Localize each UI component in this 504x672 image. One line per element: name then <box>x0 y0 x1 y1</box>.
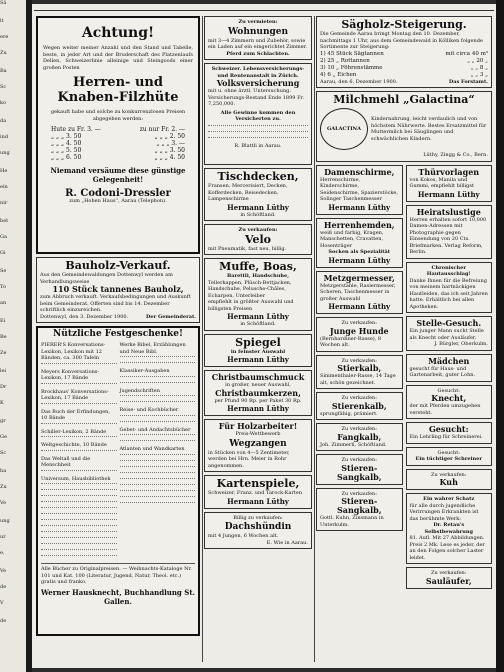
ad-text: mit 4 Jungen, 6 Wochen alt. <box>208 533 279 539</box>
ad-label: Zu verkaufen: <box>431 471 467 478</box>
ad-seller: Hermann Lüthy <box>417 189 480 199</box>
column-left <box>36 16 200 664</box>
ad-title: Stierkalb, <box>337 363 382 373</box>
ad-text: per Pfund 90 Rp. per Paket 30 Rp. <box>214 397 302 404</box>
left-page-fragment: ko <box>0 100 7 106</box>
ad-contact: Joh. Zimmerli, Schöftland. <box>320 441 387 448</box>
price-row: „ „ „ 4. 50 „ „ „ 3. — <box>51 140 185 147</box>
ad-title: Knecht, <box>431 393 467 403</box>
left-page-fragment: V <box>0 600 4 606</box>
ad-title: Thürvorlagen <box>418 166 480 177</box>
ad-signature: R. Codoni-Dressler <box>65 188 171 199</box>
left-page-fragment: Sc <box>0 84 7 90</box>
ad-title: Muffe, Boas, <box>219 260 297 273</box>
ad-label: Zu verkaufen: <box>341 490 377 497</box>
ad-christbaum <box>204 370 312 416</box>
ad-dachshuendin <box>204 512 312 550</box>
left-page-fragment: Ve <box>0 500 7 506</box>
left-page-fragment: Zu <box>0 50 7 56</box>
ad-book: Dr. Retau's Selbstbewahrung <box>424 522 474 535</box>
ad-fangkalb <box>316 423 403 451</box>
ad-title: Stieren-Sangkalb, <box>336 496 382 515</box>
ad-note: Niemand versäume diese günstige Gelegenheit! <box>50 166 186 184</box>
ad-title: Spiegel <box>235 335 281 349</box>
left-page-fragment: ind <box>0 134 9 140</box>
ad-metzgermesser <box>316 271 403 315</box>
ad-volksversicherung <box>204 63 312 165</box>
ad-title: Mädchen <box>428 355 470 366</box>
ad-title: Junge Hunde <box>329 325 389 336</box>
sched-row: 4) 6 „ Eichen „ „ 3 „ <box>320 71 488 78</box>
column-right <box>316 16 492 664</box>
left-page-fragment: Dr <box>0 384 7 390</box>
ad-headline: Wegzangen <box>229 438 287 449</box>
price-row: „ „ „ 5. 50 „ „ „ 3. 50 <box>51 147 185 154</box>
left-page-fragment: ung <box>0 518 10 524</box>
ad-stierkalb <box>316 355 403 390</box>
ad-label: Zu verkaufen: <box>341 457 377 463</box>
left-page-fragment: He <box>0 168 8 174</box>
left-page-fragment: de <box>0 584 7 590</box>
ad-text: von Kokos, Manila und Gummi, empfiehlt billigst <box>409 176 474 189</box>
right-scan-edge <box>496 0 504 672</box>
ad-place: Aarau, den 6. Dezember 1900. <box>320 78 398 85</box>
ad-place: in Schöftland. <box>240 211 276 218</box>
ad-festgeschenke <box>36 326 200 636</box>
ad-seller: Hermann Lüthy <box>328 202 391 212</box>
ad-title: Metzgermesser, <box>323 272 395 283</box>
left-page-fragment: Ze <box>0 350 7 356</box>
ad-hautausschlag <box>406 262 493 314</box>
ad-text: Ein junger Mann sucht Stelle als Knecht oder Ausläufer. <box>409 328 484 341</box>
ad-text: gesucht für Haus- und Gartenarbeit, guter Lohn. <box>409 365 476 378</box>
ad-title: Stierenkalb, <box>331 400 387 411</box>
ad-achtung-hats <box>36 16 200 254</box>
newspaper-page <box>32 4 496 668</box>
book-item: Klassiker-Ausgaben <box>119 368 170 374</box>
left-page-fragment: ur <box>0 534 6 540</box>
ad-signer: Das Forstamt. <box>448 78 488 85</box>
book-item: Weltgeschichte, 10 Bände <box>41 442 107 448</box>
ad-contact: J. Bürgler, Oberkulm. <box>434 341 488 347</box>
ad-knecht <box>406 385 493 420</box>
ad-title: Nützliche Festgeschenke! <box>53 329 183 339</box>
book-item: Schiller-Lexikon, 2 Bände <box>41 428 107 435</box>
book-item: Universum, Hausbibliothek <box>41 475 111 482</box>
right-split <box>316 165 492 592</box>
ad-list: Tellerkappen, Plüsch-Bettjacken, Handschuhe, Pelusche-Châles, Echarpen, Unterleiber <box>208 279 292 299</box>
column-rule <box>202 16 203 662</box>
ad-title: Sägholz-Steigerung. <box>341 18 467 31</box>
price-row: „ „ „ 6. 50 „ „ „ 4. 50 <box>51 154 185 161</box>
ad-body: zum Abbruch verkauft. Verkaufsbedingungen und Auskunft beim Gemeinderat. Offerten sind bis 14. Dezember schriftlich einzureichen. <box>40 294 191 313</box>
column-rule <box>314 16 315 662</box>
book-list <box>41 342 117 561</box>
ad-seller: Hermann Lüthy <box>328 302 391 311</box>
ad-stierenkalb <box>316 392 403 420</box>
left-page-fragment: Sä <box>0 0 7 6</box>
left-page-fragment: Zu <box>0 484 7 490</box>
ad-text: sprungfähig, prämiert. <box>320 410 378 417</box>
ad-wohnungen <box>204 16 312 60</box>
ad-herrenhemden <box>316 218 403 268</box>
ad-title: Schweizer. Lebensversicherungs- und Rentenanstalt in Zürich. <box>211 66 305 79</box>
ad-label: Zu verkaufen: <box>341 395 377 401</box>
ad-title: Herrenhemden, <box>323 219 395 230</box>
ad-label: Zu verkaufen: <box>431 570 467 576</box>
left-page-fragment: nir <box>0 200 8 206</box>
sched-row: 2) 25 „ Rottannen „ „ 20 „ <box>320 57 488 64</box>
left-page-fragment: Ga <box>0 234 7 240</box>
ad-title: Velo <box>244 232 272 246</box>
ad-title: Damenschirme, <box>324 166 395 177</box>
price-row: Hute zu Fr. 3. — zu nur Fr. 2. — <box>51 126 185 133</box>
ad-label: Zu verkaufen: <box>238 227 278 233</box>
ad-title: Kartenspiele, <box>216 477 300 490</box>
ad-list: Schweizer, Franz. und Tarock-Karten <box>208 490 303 496</box>
ad-label: Billig zu verkaufen: <box>233 514 283 521</box>
ad-headline: Herren- und Knaben-Filzhüte <box>57 75 179 105</box>
ad-text: Ein Lehrling für Schreinerei. <box>409 434 483 440</box>
book-item: Atlanten und Wandkarten <box>119 446 185 452</box>
ad-body: mit u. ohne ärztl. Untersuchung. Versicherungs-Bestand Ende 1899 Fr. 7,250,000. <box>208 88 304 107</box>
ad-seller: Lüthy, Zingg & Co., Bern. <box>423 152 488 158</box>
ad-title: Ein wahrer Schatz <box>423 496 475 502</box>
left-page-fragment: Be <box>0 334 7 340</box>
ad-muffe <box>204 258 312 331</box>
ad-label: Gesucht: <box>437 387 460 394</box>
left-page-fragment: ein <box>0 184 8 190</box>
ad-maedchen <box>406 354 493 382</box>
sched-row: 1) 45 Stück Sägtannen mit circa 40 m³ <box>320 50 488 57</box>
left-page-fragment: ung <box>0 150 10 156</box>
ad-title: Stelle-Gesuch. <box>416 318 482 328</box>
header-rule <box>34 10 494 11</box>
ad-gesucht-schreiner <box>406 447 493 466</box>
ad-saulaeufer <box>406 567 493 589</box>
ad-text: Simmenthaler-Rasse, 14 Tage alt, schön gezeichnet. <box>320 373 396 386</box>
ad-label: Zu verkaufen: <box>341 357 377 364</box>
ad-title: Chronischer Hautausschlag! <box>426 264 471 277</box>
ad-title: Fangkalb, <box>337 431 382 442</box>
ad-signer: Der Gemeinderat. <box>146 313 196 320</box>
left-page-fragment: Ba <box>0 68 7 74</box>
ad-label: Zu verkaufen: <box>341 426 377 432</box>
ad-sub: Socken als Spezialität <box>328 249 391 255</box>
left-page-fragment: Ge <box>0 434 7 440</box>
ad-list: Herrenschirme, Kinderschirme, Seidenschirme, Spazierstöcke, Solinger Taschenmesser <box>320 176 398 202</box>
ad-subline: gekauft habe und solche zu konkurrenzlosen Preisen abgegeben werden: <box>50 109 186 122</box>
galactina-logo: GALACTINA <box>320 108 368 150</box>
right-split-right <box>406 165 493 592</box>
ad-title: Christbaumschmuck <box>211 372 305 382</box>
ad-text: Kindernahrung, leicht verdaulich und von höchstem Nährwerte. Bestes Ersatzmittel für Muttermilch bei Säuglingen und schwächlichen Kindern. <box>371 116 487 142</box>
ad-text: der mit Pferden umzugehen versteht. <box>409 403 481 416</box>
ad-damenschirme <box>316 165 403 215</box>
ad-seller: Hermann Lüthy <box>227 355 289 364</box>
ad-title: Tischdecken, <box>217 170 299 183</box>
ad-sub: Preis-Wettbewerb <box>235 431 281 437</box>
ad-title: Achtung! <box>81 25 155 41</box>
ad-agent: R. Blattli in Aarau. <box>234 142 282 149</box>
ad-text: für alle durch jugendliche Verirrungen Erkrankten ist das berühmte Werk: <box>409 502 479 522</box>
ad-title: Für Holzarbeiter! <box>218 421 298 431</box>
ad-title: Heiratslustige <box>416 206 481 217</box>
ad-label: Zu vermieten: <box>238 19 278 25</box>
ad-saegholz <box>316 16 492 88</box>
ad-heiratslustige <box>406 205 493 259</box>
ad-title: Stieren-Sangkalb, <box>336 462 382 482</box>
left-page-fragment: Ei <box>0 318 6 324</box>
ad-text: (Bernhardiner-Rasse), 8 Wochen alt. <box>320 335 382 348</box>
ad-tischdecken <box>204 168 312 221</box>
ad-junge-hunde <box>316 317 403 352</box>
ad-contact: Gottl. Kuhn, Zinsmann in Unterkulm. <box>320 515 384 528</box>
ad-galactina <box>316 91 492 162</box>
left-page-fragment: de <box>0 618 7 624</box>
book-item: Reise- und Kochbücher <box>119 407 179 413</box>
book-list-side <box>120 342 196 561</box>
book-item: PIERER'S Konversations-Lexikon, Lexikon mit 12 Bänden, ca. 300 Tafeln <box>41 342 106 361</box>
ad-title-2: Christbaumkerzen, <box>215 387 301 398</box>
ad-headline: Ein tüchtiger Schreiner <box>415 456 482 462</box>
ad-title: Sauläufer, <box>425 575 472 586</box>
left-page-fragment: da <box>0 118 7 124</box>
ad-headline: Volksversicherung <box>216 78 300 88</box>
ad-kuh <box>406 469 493 491</box>
left-page-fragment: K <box>0 400 4 406</box>
ad-text: weiß und farbig, Kragen, Manschetten, Cravatten, Hosenträger <box>320 229 384 249</box>
ad-text: Herren erhalten sofort 10,000 Damen-Adressen mit Photographie gegen Einsendung von 20 Cts. Briefmarken. Verlag Reform, Berlin. <box>409 216 487 255</box>
ad-thuervorlagen <box>406 165 493 202</box>
ad-intro: Wegen weiter meiner Anzahl und den Stand und Tabelle, beste, in jeder Art und der Bruderschaft des Platzenlaufs Dellen, Schweizerlinie alleinige und Steingoods einer großen Posten <box>43 45 193 71</box>
price-row: „ „ „ 3. 50 „ „ „ 2. 50 <box>51 133 185 140</box>
ad-extra: Pferd zum Schlachten. <box>226 50 290 57</box>
ad-stieren-sangkalb <box>316 454 403 485</box>
ad-seller: Hermann Lüthy <box>227 312 289 321</box>
book-item: Das Buch der Erfindungen, 10 Bände <box>41 408 110 421</box>
sched-row: 3) 10 „ Föhrenstämme „ „ 8 „ <box>320 64 488 71</box>
ad-address: zum „Hohen Haus“, Aarau (Telephon). <box>69 198 167 204</box>
ad-place: in Schöftland. <box>240 321 276 327</box>
ad-spiegel <box>204 334 312 368</box>
price-list <box>41 126 195 161</box>
ad-text: mit Pneumatik, fast neu, billig. <box>208 245 287 252</box>
ad-title: Gesucht: <box>428 424 469 434</box>
left-page-fragment: Ve <box>0 568 7 574</box>
ad-date: Dottenwyl, den 3. Dezember 1900. <box>40 313 129 320</box>
ad-headline: 110 Stück tannenes Bauholz, <box>52 284 184 294</box>
ad-seller: Hermann Lüthy <box>227 496 289 506</box>
right-split-left <box>316 165 403 592</box>
ad-text: Aus den Gemeindewaldungen Dottenwyl werden am Verhandlungsweise <box>40 272 173 285</box>
ad-body: Fransen, Mercerisiert, Decken, Kofferdecken, Reisedecken, Lampenschirme <box>208 183 288 202</box>
ad-bauholz <box>36 257 200 323</box>
ad-title: Milchmehl „Galactina“ <box>333 93 475 106</box>
ad-title: Bauholz-Verkauf. <box>65 259 171 272</box>
ad-bookseller: Werner Hausknecht, Buchhandlung St. Gallen. <box>41 587 195 606</box>
book-item: Werke Bibel, Erzählungen und Neue Bibl. <box>119 342 186 355</box>
left-page-fragment: lt <box>0 18 4 24</box>
ad-footer: Alle Bücher zu Originalpreisen. — Weihnachts-Kataloge Nr. 101 und Kat. 100 (Literatur, Jugend, Natur, Theol. etc.) gratis und franko. <box>41 566 192 585</box>
book-item: Meyers Konversations-Lexikon, 17 Bände <box>41 368 100 381</box>
left-page-fragment: gr <box>0 418 6 424</box>
ad-velo <box>204 224 312 255</box>
ad-label: Zu verkaufen: <box>341 320 377 326</box>
ad-kartenspiele <box>204 475 312 509</box>
ad-text: in Stücken von 4—5 Zentimeter, werden bei Hrn. Meier in Rohr angenommen. <box>208 449 290 469</box>
ad-text: Metzgerstähle, Rasiermesser, Scheren, Taschenmesser in großer Auswahl <box>320 282 396 302</box>
ad-sub: in feinster Auswahl <box>230 348 286 355</box>
ad-label: Alle Gewinne kommen den Versicherten zu. <box>220 109 296 122</box>
ad-seller: Hermann Lüthy <box>328 255 391 265</box>
ad-holzarbeiter <box>204 419 312 472</box>
ad-title: Dachshündin <box>224 522 292 532</box>
left-page-fragment: Gi <box>0 250 6 256</box>
left-page-fragment: Se <box>0 268 7 274</box>
ad-seller: Hermann Lüthy <box>227 202 289 212</box>
left-page-fragment: ha <box>0 468 7 474</box>
ad-schatz <box>406 493 493 564</box>
ad-recommend: empfiehlt in größter Auswahl und billigsten Preisen <box>208 299 294 312</box>
book-item: Jugendschriften <box>119 387 160 394</box>
ad-stelle <box>406 316 493 351</box>
left-page-fragment: bet <box>0 218 9 224</box>
ad-text: Danke Ihnen für die Befreiung von meinem hartnäckigen Hautleiden, das ich seit Jahren hatte. Erhältlich bei allen Apotheken. <box>409 277 488 310</box>
left-page-fragment: e, <box>0 550 5 556</box>
ad-gesucht-lehrling <box>406 422 493 444</box>
left-page-fragment: lei <box>0 368 7 374</box>
ad-detail: 81. Aufl. Mit 27 Abbildungen. Preis 2 Mk. Lese es jeder, der an den Folgen solcher Laster leidet. <box>409 535 485 561</box>
ad-seller: Hermann Lüthy <box>227 404 289 413</box>
book-item: Brockhaus' Konversations-Lexikon, 17 Bände <box>41 388 109 401</box>
ad-stieren-sangkalb-2 <box>316 488 403 532</box>
book-item: Gebet- und Andachtsbücher <box>119 426 191 433</box>
left-page-fragment: Sc <box>0 450 7 456</box>
ad-title: Wohnungen <box>227 26 289 37</box>
left-page-fragment: an <box>0 300 7 306</box>
ad-text: Die Gemeinde Aarau bringt Montag den 10. Dezember, nachmittags 1 Uhr, aus dem Gemeindewald in Kölliken folgende Sortimente zur Steigerung: <box>320 31 483 50</box>
left-page-fragment: ere <box>0 34 9 40</box>
ad-contact: E. Wie in Aarau. <box>266 539 308 546</box>
ad-sub: Barettli, Handschuhe, <box>227 273 289 279</box>
ad-sub: in großer, neuer Auswahl, <box>225 382 291 388</box>
column-middle <box>204 16 312 664</box>
book-item: Das Weltall und die Menschheit <box>41 455 91 468</box>
left-page-edge <box>0 0 26 672</box>
ad-text: mit 3—4 Zimmern und Zubehör, sowie ein Laden auf ein eingerichtet Zimmer. <box>208 37 308 50</box>
ad-title: Kuh <box>439 477 458 487</box>
left-page-fragment: To <box>0 284 6 290</box>
ad-title: Gesucht: <box>437 449 460 456</box>
